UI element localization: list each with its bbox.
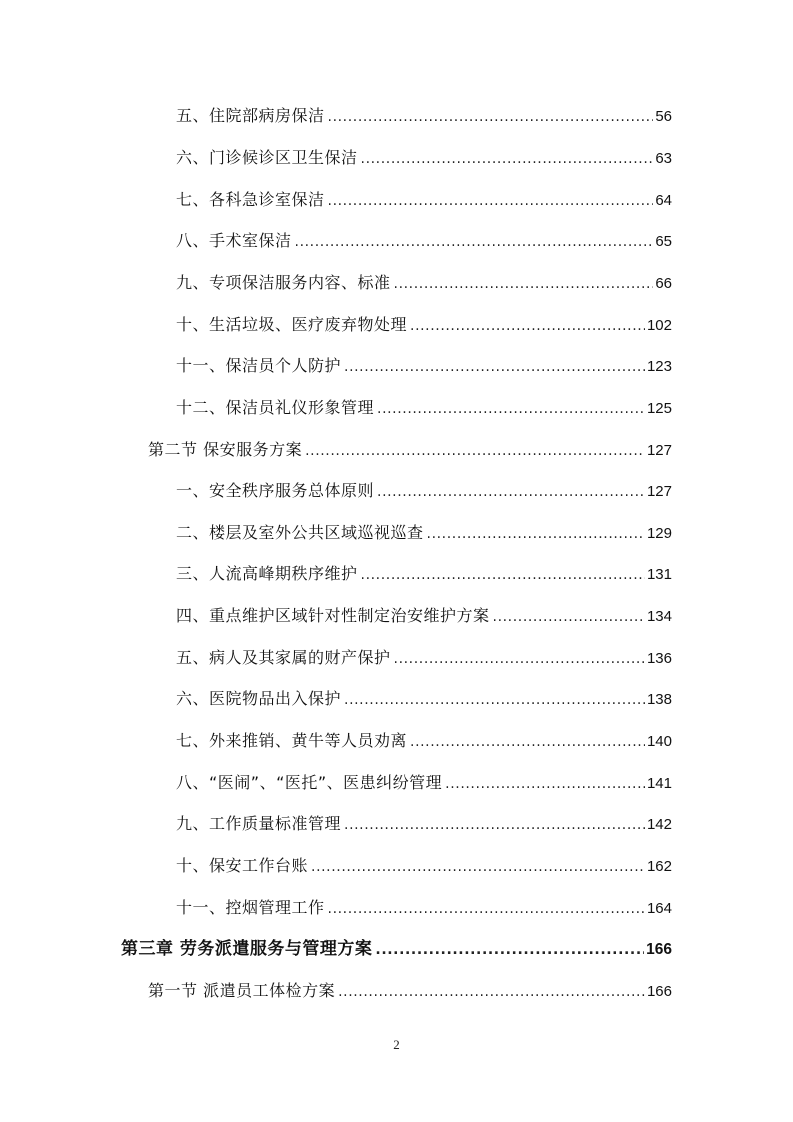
toc-entry[interactable] (176, 562, 672, 586)
toc-entry[interactable] (176, 646, 672, 670)
dot-leader (338, 980, 645, 1004)
toc-entry-title: 十一、保洁员个人防护 (176, 356, 342, 375)
toc-entry-title: 十、保安工作台账 (176, 856, 309, 875)
toc-entry-page: 65 (655, 233, 672, 250)
toc-entry-page: 127 (646, 483, 672, 500)
toc-entry-title: 第三章 劳务派遣服务与管理方案 (121, 939, 373, 959)
dot-leader (295, 230, 654, 254)
toc-entry[interactable] (176, 271, 672, 295)
toc-entry-page: 129 (646, 525, 672, 542)
toc-entry-title: 七、外来推销、黄牛等人员劝离 (176, 731, 408, 750)
toc-entry-title: 十一、控烟管理工作 (176, 898, 325, 917)
toc-entry-page: 66 (655, 275, 672, 292)
dot-leader (427, 522, 645, 546)
toc-entry[interactable] (176, 146, 672, 170)
dot-leader (361, 563, 645, 587)
toc-entry[interactable] (176, 479, 672, 503)
toc-entry-page: 64 (655, 192, 672, 209)
toc-entry-page: 56 (655, 108, 672, 125)
dot-leader (361, 147, 654, 171)
dot-leader (410, 730, 645, 754)
toc-entry[interactable] (176, 687, 672, 711)
toc-entry-title: 十二、保洁员礼仪形象管理 (176, 398, 375, 417)
dot-leader (344, 688, 645, 712)
toc-entry-title: 六、门诊候诊区卫生保洁 (176, 148, 358, 167)
toc-entry-page: 125 (646, 400, 672, 417)
toc-entry-title: 十、生活垃圾、医疗废弃物处理 (176, 315, 408, 334)
toc-entry-page: 164 (646, 900, 672, 917)
dot-leader (394, 647, 645, 671)
toc-entry-title: 五、病人及其家属的财产保护 (176, 648, 391, 667)
toc-entry[interactable] (176, 771, 672, 795)
toc-entry-section[interactable] (148, 438, 672, 462)
toc-entry-title: 五、住院部病房保洁 (176, 106, 325, 125)
toc-entry[interactable] (176, 104, 672, 128)
dot-leader (410, 314, 645, 338)
toc-entry-title: 二、楼层及室外公共区域巡视巡查 (176, 523, 424, 542)
toc-entry-page: 131 (646, 566, 672, 583)
toc-entry-title: 六、医院物品出入保护 (176, 689, 342, 708)
toc-entry[interactable] (176, 313, 672, 337)
toc-entry-page: 166 (646, 941, 672, 958)
toc-entry-page: 136 (646, 650, 672, 667)
toc-entry-title: 八、手术室保洁 (176, 231, 292, 250)
toc-entry-title: 第一节 派遣员工体检方案 (148, 981, 336, 1000)
toc-entry[interactable] (176, 396, 672, 420)
dot-leader (328, 897, 645, 921)
toc-entry[interactable] (176, 812, 672, 836)
dot-leader (328, 189, 654, 213)
dot-leader (445, 772, 645, 796)
toc-entry-page: 138 (646, 691, 672, 708)
toc-entry-page: 102 (646, 317, 672, 334)
dot-leader (394, 272, 654, 296)
toc-entry[interactable] (176, 188, 672, 212)
dot-leader (493, 605, 645, 629)
dot-leader (377, 397, 645, 421)
dot-leader (328, 105, 654, 129)
toc-entry[interactable] (176, 229, 672, 253)
toc-entry[interactable] (176, 854, 672, 878)
toc-entry[interactable] (176, 521, 672, 545)
toc-entry-page: 141 (646, 775, 672, 792)
dot-leader (311, 855, 645, 879)
toc-entry-title: 九、工作质量标准管理 (176, 814, 342, 833)
toc-entry[interactable] (176, 729, 672, 753)
toc-entry[interactable] (176, 896, 672, 920)
toc-entry-title: 八、“医闹”、“医托”、医患纠纷管理 (176, 773, 443, 792)
toc-entry-page: 123 (646, 358, 672, 375)
page-number: 2 (393, 1037, 400, 1052)
dot-leader (377, 480, 645, 504)
toc-entry-title: 九、专项保洁服务内容、标准 (176, 273, 391, 292)
dot-leader (344, 355, 645, 379)
toc-entry-page: 162 (646, 858, 672, 875)
toc-entry-page: 127 (646, 442, 672, 459)
dot-leader (305, 439, 645, 463)
toc-entry-title: 七、各科急诊室保洁 (176, 190, 325, 209)
toc-entry[interactable] (176, 604, 672, 628)
dot-leader (375, 938, 644, 962)
dot-leader (344, 813, 645, 837)
toc-entry-title: 四、重点维护区域针对性制定治安维护方案 (176, 606, 490, 625)
toc-entry-chapter[interactable] (121, 937, 672, 961)
toc-entry-page: 140 (646, 733, 672, 750)
toc-entry-page: 166 (646, 983, 672, 1000)
toc-entry-section[interactable] (148, 979, 672, 1003)
toc-entry-title: 三、人流高峰期秩序维护 (176, 564, 358, 583)
toc-entry-page: 63 (655, 150, 672, 167)
toc-entry-page: 142 (646, 816, 672, 833)
toc-entry-title: 一、安全秩序服务总体原则 (176, 481, 375, 500)
toc-entry-page: 134 (646, 608, 672, 625)
toc-entry-title: 第二节 保安服务方案 (148, 440, 303, 459)
toc-entry[interactable] (176, 354, 672, 378)
